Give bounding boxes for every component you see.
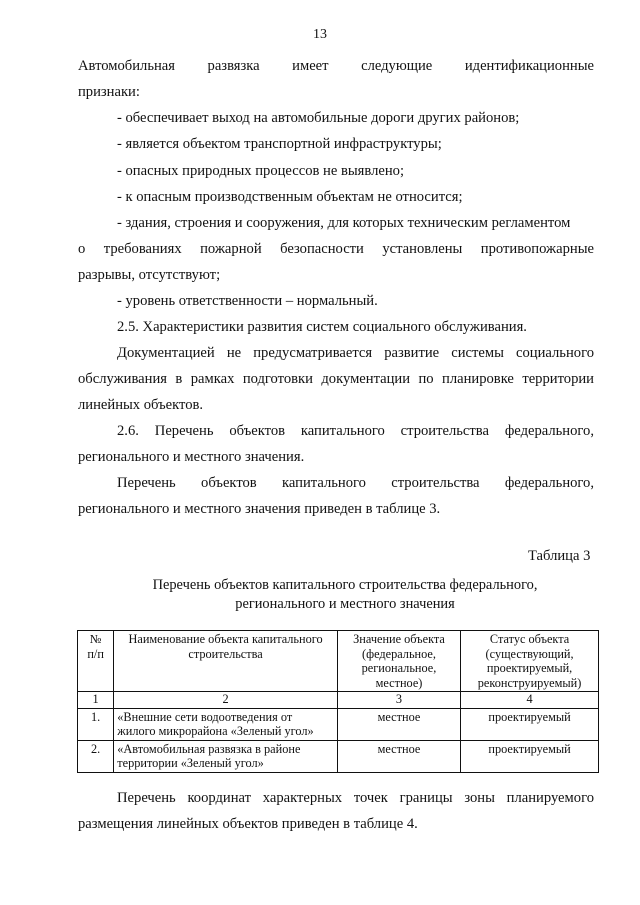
- col-number-2: 2: [114, 692, 338, 709]
- col-number-1: 1: [78, 692, 114, 709]
- bullet-2: - является объектом транспортной инфраструктуры;: [117, 136, 442, 152]
- table-row: [78, 740, 599, 772]
- section-2-5-heading: 2.5. Характеристики развития систем социального обслуживания.: [117, 319, 527, 335]
- bullet-6: - уровень ответственности – нормальный.: [117, 293, 378, 309]
- row-name: «Внешние сети водоотведения от жилого микрорайона «Зеленый угол»: [114, 708, 338, 740]
- section-2-5-p-line-2: обслуживания в рамках подготовки документации по планировке территории: [78, 371, 594, 387]
- bullet-5-line-3: разрывы, отсутствуют;: [78, 267, 221, 283]
- row-status: проектируемый: [461, 740, 599, 772]
- table-caption-line-2: регионального и местного значения: [235, 596, 455, 612]
- bullet-5-line-2: о требованиях пожарной безопасности установлены противопожарные: [78, 241, 594, 257]
- closing-line-1: Перечень координат характерных точек границы зоны планируемого: [117, 790, 594, 806]
- section-2-6-p-line-1: Перечень объектов капитального строительства федерального,: [117, 475, 594, 491]
- bullet-4: - к опасным производственным объектам не относится;: [117, 189, 463, 205]
- row-significance: местное: [337, 740, 460, 772]
- table-row: [78, 708, 599, 740]
- header-name: Наименование объекта капитального строительства: [114, 631, 338, 692]
- table-header-row: [78, 631, 599, 692]
- section-2-6-heading-line-1: 2.6. Перечень объектов капитального строительства федерального,: [117, 423, 594, 439]
- bullet-5-line-1: - здания, строения и сооружения, для которых техническим регламентом: [117, 215, 571, 231]
- intro-line-1: Автомобильная развязка имеет следующие идентификационные: [78, 58, 594, 74]
- header-status: Статус объекта (существующий, проектируемый, реконструируемый): [461, 631, 599, 692]
- section-2-5-p-line-1: Документацией не предусматривается развитие системы социального: [117, 345, 594, 361]
- col-number-3: 3: [337, 692, 460, 709]
- page-number: 13: [313, 27, 327, 42]
- table-label: Таблица 3: [528, 548, 591, 564]
- section-2-6-heading-line-2: регионального и местного значения.: [78, 449, 305, 465]
- header-significance: Значение объекта (федеральное, региональное, местное): [337, 631, 460, 692]
- row-num: 1.: [78, 708, 114, 740]
- row-significance: местное: [337, 708, 460, 740]
- table-caption-line-1: Перечень объектов капитального строительства федерального,: [152, 577, 538, 593]
- section-2-5-p-line-3: линейных объектов.: [78, 397, 204, 413]
- section-2-6-p-line-2: регионального и местного значения приведен в таблице 3.: [78, 501, 441, 517]
- table-column-numbers-row: [78, 692, 599, 709]
- row-num: 2.: [78, 740, 114, 772]
- table-3: [77, 630, 599, 773]
- intro-line-2: признаки:: [78, 84, 140, 100]
- row-name: «Автомобильная развязка в районе территории «Зеленый угол»: [114, 740, 338, 772]
- bullet-3: - опасных природных процессов не выявлено;: [117, 163, 405, 179]
- bullet-1: - обеспечивает выход на автомобильные дороги других районов;: [117, 110, 520, 126]
- row-status: проектируемый: [461, 708, 599, 740]
- header-num: № п/п: [78, 631, 114, 692]
- closing-line-2: размещения линейных объектов приведен в таблице 4.: [78, 816, 418, 832]
- col-number-4: 4: [461, 692, 599, 709]
